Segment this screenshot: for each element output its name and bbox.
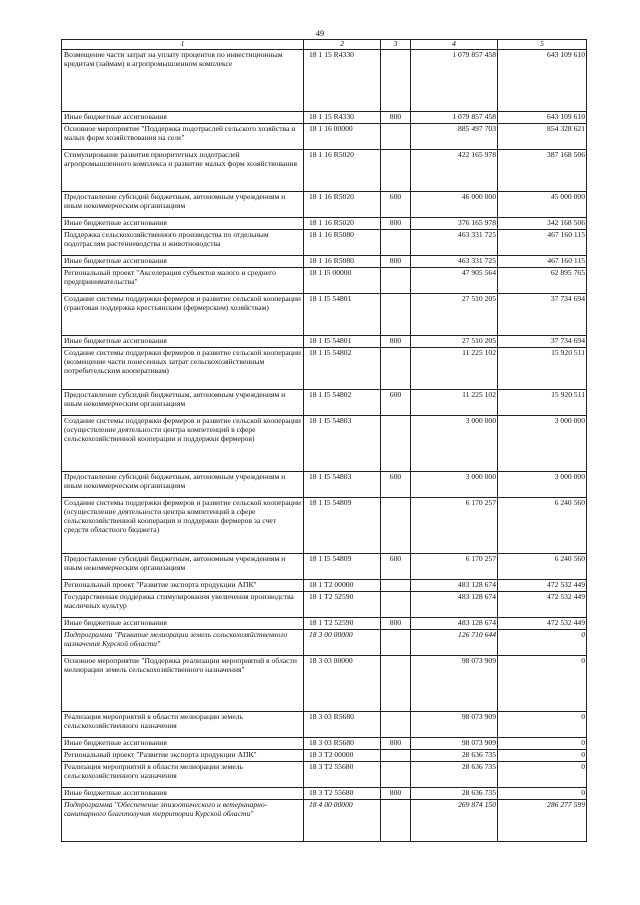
row-code-cell: 18 1 I5 54801 (304, 293, 381, 335)
row-value-2020-cell: 98 073 909 (411, 655, 498, 711)
row-name-cell: Создание системы поддержки фермеров и развитие сельской кооперации (осуществление деятельности центра компетенций в сфере сельскохозяйственной кооперации и поддержки фермеров за счет средств областного бюджета) (62, 497, 304, 553)
row-code-cell: 18 3 T2 55680 (304, 761, 381, 787)
table-row (62, 617, 587, 629)
row-name-cell: Предоставление субсидий бюджетным, автономным учреждениям и иным некоммерческим организациям (62, 553, 304, 579)
row-value-2020-cell: 376 165 978 (411, 217, 498, 229)
row-value-2020-cell: 28 636 735 (411, 787, 498, 799)
row-value-2021-cell: 3 000 000 (498, 415, 587, 471)
row-name-cell: Иные бюджетные ассигнования (62, 737, 304, 749)
row-code-cell: 18 3 00 00000 (304, 629, 381, 655)
row-name-cell: Создание системы поддержки фермеров и развитие сельской кооперации (возмещение части понесенных затрат сельскохозяйственным потребительским кооперативам) (62, 347, 304, 389)
row-value-2020-cell: 6 170 257 (411, 497, 498, 553)
table-row (62, 629, 587, 655)
row-value-2020-cell: 27 510 205 (411, 335, 498, 347)
table-row (62, 255, 587, 267)
row-code-cell: 18 3 T2 55680 (304, 787, 381, 799)
table-row (62, 553, 587, 579)
table-row (62, 711, 587, 737)
row-budget-cell (381, 799, 411, 841)
header-cell: 2 (304, 40, 381, 50)
row-budget-cell (381, 497, 411, 553)
table-row (62, 229, 587, 255)
table-row (62, 293, 587, 335)
row-value-2021-cell: 643 109 610 (498, 49, 587, 111)
row-value-2021-cell: 0 (498, 761, 587, 787)
row-budget-cell: 600 (381, 389, 411, 415)
row-value-2020-cell: 483 128 674 (411, 617, 498, 629)
row-code-cell: 18 3 03 00000 (304, 655, 381, 711)
row-value-2021-cell: 854 328 621 (498, 123, 587, 149)
row-value-2020-cell: 6 170 257 (411, 553, 498, 579)
table-row (62, 267, 587, 293)
row-value-2021-cell: 0 (498, 749, 587, 761)
table-row (62, 749, 587, 761)
row-name-cell: Иные бюджетные ассигнования (62, 335, 304, 347)
row-budget-cell: 600 (381, 471, 411, 497)
table-row (62, 191, 587, 217)
row-budget-cell: 800 (381, 737, 411, 749)
row-value-2021-cell: 0 (498, 629, 587, 655)
row-value-2021-cell: 342 168 506 (498, 217, 587, 229)
row-budget-cell: 800 (381, 217, 411, 229)
row-code-cell: 18 1 I5 54803 (304, 471, 381, 497)
row-code-cell: 18 1 T2 52590 (304, 617, 381, 629)
row-value-2021-cell: 0 (498, 787, 587, 799)
budget-table (61, 39, 587, 842)
row-code-cell: 18 1 16 00000 (304, 123, 381, 149)
row-code-cell: 18 1 I5 54802 (304, 347, 381, 389)
row-value-2020-cell: 483 128 674 (411, 591, 498, 617)
row-budget-cell (381, 347, 411, 389)
row-budget-cell (381, 579, 411, 591)
row-code-cell: 18 3 T2 00000 (304, 749, 381, 761)
row-value-2020-cell: 422 165 978 (411, 149, 498, 191)
row-name-cell: Подпрограмма "Обеспечение эпизоотического и ветеринарно-санитарного благополучия территории Курской области" (62, 799, 304, 841)
row-name-cell: Региональный проект "Акселерация субъектов малого и среднего предпринимательства" (62, 267, 304, 293)
row-value-2020-cell: 47 905 564 (411, 267, 498, 293)
row-name-cell: Иные бюджетные ассигнования (62, 255, 304, 267)
row-value-2021-cell: 643 109 610 (498, 111, 587, 123)
row-code-cell: 18 1 I5 54803 (304, 415, 381, 471)
row-name-cell: Подпрограмма "Развитие мелиорации земель сельскохозяйственного назначения Курской области" (62, 629, 304, 655)
row-code-cell: 18 3 03 R5680 (304, 737, 381, 749)
row-value-2020-cell: 46 000 000 (411, 191, 498, 217)
row-name-cell: Предоставление субсидий бюджетным, автономным учреждениям и иным некоммерческим организациям (62, 191, 304, 217)
row-name-cell: Создание системы поддержки фермеров и развитие сельской кооперации (осуществление деятельности центра компетенций в сфере сельскохозяйственной кооперации и поддержки фермеров) (62, 415, 304, 471)
row-name-cell: Иные бюджетные ассигнования (62, 217, 304, 229)
row-name-cell: Иные бюджетные ассигнования (62, 787, 304, 799)
row-budget-cell: 800 (381, 617, 411, 629)
row-budget-cell: 800 (381, 111, 411, 123)
row-value-2021-cell: 472 532 449 (498, 579, 587, 591)
row-name-cell: Иные бюджетные ассигнования (62, 617, 304, 629)
row-code-cell: 18 1 16 R5080 (304, 255, 381, 267)
row-budget-cell (381, 415, 411, 471)
row-value-2021-cell: 45 000 000 (498, 191, 587, 217)
row-budget-cell (381, 229, 411, 255)
row-name-cell: Иные бюджетные ассигнования (62, 111, 304, 123)
table-row (62, 389, 587, 415)
header-cell: 1 (62, 40, 304, 50)
row-value-2020-cell: 463 331 725 (411, 229, 498, 255)
row-value-2021-cell: 15 920 511 (498, 389, 587, 415)
row-value-2020-cell: 11 225 102 (411, 389, 498, 415)
row-value-2021-cell: 0 (498, 655, 587, 711)
table-row (62, 761, 587, 787)
row-budget-cell (381, 591, 411, 617)
table-row (62, 217, 587, 229)
row-code-cell: 18 1 16 R5020 (304, 217, 381, 229)
table-row (62, 149, 587, 191)
header-cell: 3 (381, 40, 411, 50)
row-code-cell: 18 1 16 R5020 (304, 191, 381, 217)
row-name-cell: Предоставление субсидий бюджетным, автономным учреждениям и иным некоммерческим организациям (62, 471, 304, 497)
row-value-2021-cell: 0 (498, 737, 587, 749)
table-row (62, 415, 587, 471)
row-name-cell: Основное мероприятие "Поддержка подотраслей сельского хозяйства и малых форм хозяйствования на селе" (62, 123, 304, 149)
table-row (62, 347, 587, 389)
table-header-row (62, 40, 587, 50)
row-value-2020-cell: 28 636 735 (411, 749, 498, 761)
table-row (62, 737, 587, 749)
row-name-cell: Реализация мероприятий в области мелиорации земель сельскохозяйственного назначения (62, 711, 304, 737)
table-row (62, 787, 587, 799)
row-value-2020-cell: 28 636 735 (411, 761, 498, 787)
row-budget-cell: 800 (381, 335, 411, 347)
row-budget-cell: 600 (381, 553, 411, 579)
table-row (62, 335, 587, 347)
row-value-2021-cell: 6 240 560 (498, 497, 587, 553)
row-value-2021-cell: 467 160 115 (498, 255, 587, 267)
row-budget-cell: 800 (381, 787, 411, 799)
table-row (62, 591, 587, 617)
row-code-cell: 18 1 I5 54801 (304, 335, 381, 347)
row-code-cell: 18 1 15 R4330 (304, 111, 381, 123)
table-row (62, 579, 587, 591)
table-row (62, 497, 587, 553)
row-code-cell: 18 1 I5 54809 (304, 553, 381, 579)
row-code-cell: 18 3 03 R5680 (304, 711, 381, 737)
row-value-2021-cell: 37 734 694 (498, 335, 587, 347)
row-code-cell: 18 1 T2 52590 (304, 591, 381, 617)
row-code-cell: 18 1 I5 54802 (304, 389, 381, 415)
row-value-2020-cell: 27 510 205 (411, 293, 498, 335)
row-budget-cell: 800 (381, 255, 411, 267)
row-value-2020-cell: 483 128 674 (411, 579, 498, 591)
row-code-cell: 18 1 T2 00000 (304, 579, 381, 591)
row-value-2021-cell: 286 277 599 (498, 799, 587, 841)
row-name-cell: Возмещение части затрат на уплату процентов по инвестиционным кредитам (займам) в агропромышленном комплексе (62, 49, 304, 111)
header-cell: 5 (498, 40, 587, 50)
row-value-2021-cell: 15 920 511 (498, 347, 587, 389)
row-name-cell: Предоставление субсидий бюджетным, автономным учреждениям и иным некоммерческим организациям (62, 389, 304, 415)
row-value-2021-cell: 472 532 449 (498, 591, 587, 617)
row-budget-cell: 600 (381, 191, 411, 217)
row-value-2021-cell: 387 168 506 (498, 149, 587, 191)
row-value-2020-cell: 11 225 102 (411, 347, 498, 389)
row-name-cell: Реализация мероприятий в области мелиорации земель сельскохозяйственного назначения (62, 761, 304, 787)
row-budget-cell (381, 749, 411, 761)
row-code-cell: 18 1 I5 00000 (304, 267, 381, 293)
row-budget-cell (381, 711, 411, 737)
table-row (62, 123, 587, 149)
row-value-2020-cell: 3 000 000 (411, 471, 498, 497)
row-name-cell: Региональный проект "Развитие экспорта продукции АПК" (62, 579, 304, 591)
row-code-cell: 18 1 16 R5020 (304, 149, 381, 191)
row-code-cell: 18 1 I5 54809 (304, 497, 381, 553)
row-name-cell: Основное мероприятие "Поддержка реализации мероприятий в области мелиорации земель сельскохозяйственного назначения" (62, 655, 304, 711)
row-budget-cell (381, 267, 411, 293)
row-code-cell: 18 1 15 R4330 (304, 49, 381, 111)
row-value-2020-cell: 269 874 150 (411, 799, 498, 841)
table-row (62, 655, 587, 711)
row-name-cell: Стимулирование развития приоритетных подотраслей агропромышленного комплекса и развитие малых форм хозяйствования (62, 149, 304, 191)
row-value-2021-cell: 3 000 000 (498, 471, 587, 497)
row-value-2021-cell: 467 160 115 (498, 229, 587, 255)
table-row (62, 799, 587, 841)
row-value-2020-cell: 1 079 857 458 (411, 49, 498, 111)
row-name-cell: Создание системы поддержки фермеров и развитие сельской кооперации (грантовая поддержка крестьянским (фермерским) хозяйствам) (62, 293, 304, 335)
row-code-cell: 18 1 16 R5080 (304, 229, 381, 255)
row-name-cell: Государственная поддержка стимулирования увеличения производства масличных культур (62, 591, 304, 617)
row-name-cell: Поддержка сельскохозяйственного производства по отдельным подотраслям растениеводства и животноводства (62, 229, 304, 255)
table-row (62, 471, 587, 497)
table-row (62, 49, 587, 111)
row-value-2020-cell: 126 710 644 (411, 629, 498, 655)
row-budget-cell (381, 49, 411, 111)
row-budget-cell (381, 293, 411, 335)
row-name-cell: Региональный проект "Развитие экспорта продукции АПК" (62, 749, 304, 761)
row-budget-cell (381, 149, 411, 191)
row-value-2021-cell: 6 240 560 (498, 553, 587, 579)
row-budget-cell (381, 655, 411, 711)
row-budget-cell (381, 123, 411, 149)
row-code-cell: 18 4 00 00000 (304, 799, 381, 841)
row-value-2020-cell: 3 000 000 (411, 415, 498, 471)
page-number: 49 (315, 28, 325, 38)
row-value-2020-cell: 98 073 909 (411, 737, 498, 749)
table-row (62, 111, 587, 123)
row-value-2020-cell: 98 073 909 (411, 711, 498, 737)
row-value-2020-cell: 463 331 725 (411, 255, 498, 267)
row-value-2021-cell: 0 (498, 711, 587, 737)
header-cell: 4 (411, 40, 498, 50)
row-value-2021-cell: 37 734 694 (498, 293, 587, 335)
row-value-2021-cell: 62 895 765 (498, 267, 587, 293)
row-value-2020-cell: 1 079 857 458 (411, 111, 498, 123)
row-budget-cell (381, 629, 411, 655)
row-value-2020-cell: 885 497 703 (411, 123, 498, 149)
row-budget-cell (381, 761, 411, 787)
row-value-2021-cell: 472 532 449 (498, 617, 587, 629)
